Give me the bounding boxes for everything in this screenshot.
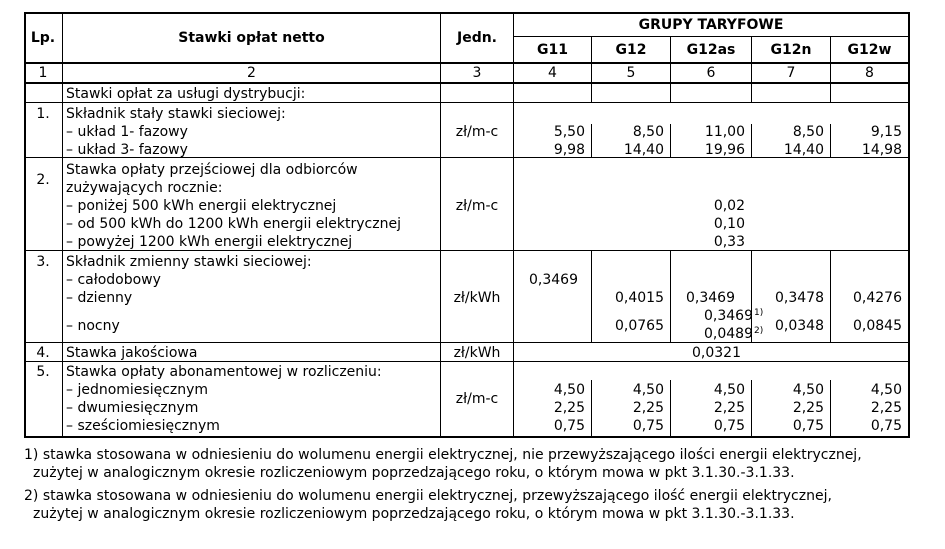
- row-unit: zł/m-c: [455, 391, 499, 407]
- header-lp: Lp.: [30, 30, 56, 46]
- cell-value: 19,96: [704, 142, 745, 158]
- row-title: Stawka jakościowa: [66, 345, 198, 361]
- cell-value: 0,0845: [853, 318, 902, 334]
- cell-value: 0,3469: [686, 290, 735, 306]
- footnote-1-line1: 1) stawka stosowana w odniesieniu do wolumenu energii elektrycznej, nie przewyższającego ilości energii elektrycznej,: [24, 447, 862, 463]
- cell-value: 2,25: [632, 400, 664, 416]
- cell-value: 0,75: [792, 418, 824, 434]
- cell-value: 4,50: [713, 382, 745, 398]
- cell-value: 0,33: [713, 234, 745, 250]
- row-item: – układ 1- fazowy: [66, 124, 188, 140]
- row-unit: zł/kWh: [453, 345, 501, 361]
- cell-value: 2,25: [713, 400, 745, 416]
- colnum: 1: [38, 65, 48, 81]
- header-group: G12: [615, 42, 647, 58]
- table-border-right: [908, 12, 910, 438]
- footnote-1-line2: zużytej w analogicznym okresie rozliczeniowym poprzedzającego roku, o którym mowa w pkt 3.1.30.-3.1.33.: [33, 465, 795, 481]
- row-title: Składnik zmienny stawki sieciowej:: [66, 254, 312, 270]
- footnote-2-line1: 2) stawka stosowana w odniesieniu do wolumenu energii elektrycznej, przewyższającego ilość energii elektrycznej,: [24, 488, 832, 504]
- cell-value: 4,50: [870, 382, 902, 398]
- header-group: G12n: [770, 42, 812, 58]
- cell-value: 0,75: [713, 418, 745, 434]
- row-item: – sześciomiesięcznym: [66, 418, 220, 434]
- row-item: – poniżej 500 kWh energii elektrycznej: [66, 198, 337, 214]
- header-grupy: GRUPY TARYFOWE: [638, 17, 784, 33]
- footnote-2-line2: zużytej w analogicznym okresie rozliczeniowym poprzedzającego roku, o którym mowa w pkt 3.1.30.-3.1.33.: [33, 506, 795, 522]
- row-item: – od 500 kWh do 1200 kWh energii elektrycznej: [66, 216, 401, 232]
- cell-value: 14,40: [623, 142, 664, 158]
- rule-group-header: [513, 36, 910, 37]
- colnum: 2: [247, 65, 256, 81]
- cell-value: 4,50: [792, 382, 824, 398]
- cell-value: 0,3469: [704, 308, 753, 324]
- colnum: 7: [786, 65, 796, 81]
- row-unit: zł/kWh: [453, 290, 501, 306]
- row-lp: 1.: [36, 106, 50, 122]
- colnum: 3: [472, 65, 482, 81]
- row-unit: zł/m-c: [455, 124, 499, 140]
- row-item: – dwumiesięcznym: [66, 400, 199, 416]
- row-title: zużywających rocznie:: [66, 180, 223, 196]
- cell-value: 11,00: [704, 124, 745, 140]
- footnote-mark: 2): [754, 326, 764, 336]
- cell-value: 0,10: [713, 216, 745, 232]
- cell-value: 8,50: [792, 124, 824, 140]
- cell-value: 0,4015: [615, 290, 664, 306]
- cell-value: 0,75: [553, 418, 585, 434]
- cell-value: 0,0765: [615, 318, 664, 334]
- row-lp: 3.: [36, 254, 50, 270]
- cell-value: 0,4276: [853, 290, 902, 306]
- cell-value: 0,75: [870, 418, 902, 434]
- row-lp: 4.: [36, 345, 50, 361]
- cell-value: 2,25: [792, 400, 824, 416]
- colnum: 6: [706, 65, 716, 81]
- row-title: Stawka opłaty przejściowej dla odbiorców: [66, 162, 358, 178]
- row-title: Składnik stały stawki sieciowej:: [66, 106, 286, 122]
- cell-value: 0,02: [713, 198, 745, 214]
- footnote-mark: 1): [754, 308, 764, 318]
- row-item: – nocny: [66, 318, 120, 334]
- cell-value: 5,50: [553, 124, 585, 140]
- tariff-table: [24, 12, 910, 438]
- header-jedn: Jedn.: [456, 30, 497, 46]
- rule-colnum-bottom: [24, 82, 910, 84]
- row-item: – dzienny: [66, 290, 133, 306]
- table-border-top: [24, 12, 910, 14]
- header-group: G12as: [686, 42, 736, 58]
- row-item: – układ 3- fazowy: [66, 142, 188, 158]
- cell-value: 0,0489: [704, 326, 753, 342]
- cell-value: 4,50: [553, 382, 585, 398]
- cell-value: 9,15: [870, 124, 902, 140]
- header-stawki: Stawki opłat netto: [178, 30, 325, 46]
- colnum: 8: [865, 65, 874, 81]
- colnum: 5: [626, 65, 636, 81]
- row-item: – jednomiesięcznym: [66, 382, 209, 398]
- row-unit: zł/m-c: [455, 198, 499, 214]
- cell-value: 14,98: [861, 142, 902, 158]
- cell-value: 0,0348: [775, 318, 824, 334]
- cell-value: 0,3478: [775, 290, 824, 306]
- colnum: 4: [548, 65, 557, 81]
- cell-value: 2,25: [870, 400, 902, 416]
- row-lp: 2.: [36, 172, 50, 188]
- row-lp: 5.: [36, 364, 50, 380]
- cell-value: 2,25: [553, 400, 585, 416]
- header-group: G12w: [847, 42, 892, 58]
- cell-value: 0,75: [632, 418, 664, 434]
- section-title: Stawki opłat za usługi dystrybucji:: [66, 86, 306, 102]
- header-group: G11: [537, 42, 568, 58]
- cell-value: 14,40: [783, 142, 824, 158]
- cell-value: 9,98: [553, 142, 585, 158]
- table-border-bottom: [24, 436, 910, 438]
- cell-value: 4,50: [632, 382, 664, 398]
- row-title: Stawka opłaty abonamentowej w rozliczeniu:: [66, 364, 382, 380]
- cell-value: 0,3469: [529, 272, 578, 288]
- cell-value: 8,50: [632, 124, 664, 140]
- rule-row3-bottom: [24, 342, 910, 343]
- cell-value: 0,0321: [692, 345, 741, 361]
- row-item: – powyżej 1200 kWh energii elektrycznej: [66, 234, 353, 250]
- row-item: – całodobowy: [66, 272, 161, 288]
